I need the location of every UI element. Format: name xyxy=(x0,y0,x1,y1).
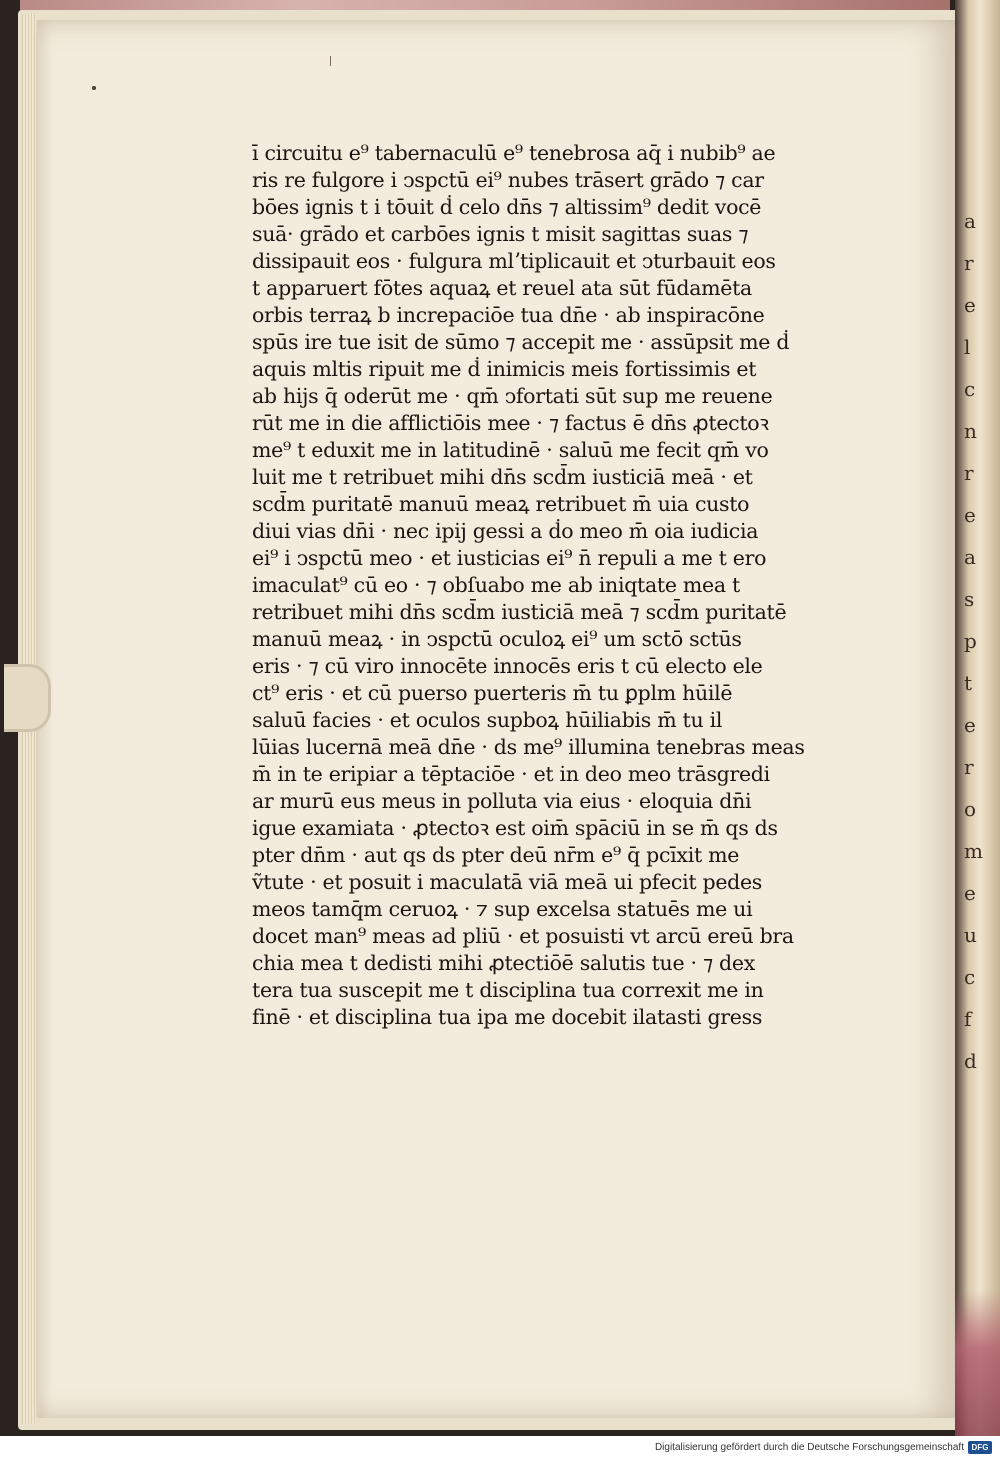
binding-right-bottom-cloth xyxy=(955,1290,1000,1436)
text-line: dissipauit eos · fulgura mlʼtiplicauit et ↄturbauit eos xyxy=(252,249,776,273)
text-line: ct⁹ eris · et cū puerso puerteris m̄ tu ꝑplm hūilē xyxy=(252,681,733,705)
dfg-logo-icon: DFG xyxy=(968,1441,992,1454)
facing-page-glyph: l xyxy=(964,335,971,359)
text-line: meos tamq̄m ceruoꝝ · ⁊ sup excelsa statuēs me ui xyxy=(252,897,753,921)
text-line: tera tua suscepit me t disciplina tua correxit me in xyxy=(252,978,764,1002)
facing-page-glyph: a xyxy=(964,545,976,569)
facing-page-glyph: n xyxy=(964,419,977,443)
funding-credit: Digitalisierung gefördert durch die Deutsche Forschungsgemeinschaft xyxy=(654,1442,964,1453)
facing-page-glyph: f xyxy=(964,1007,972,1031)
clasp-loop xyxy=(4,664,51,732)
text-line: chia mea t dedisti mihi ꝓtectiōē salutis tue · ⁊ dex xyxy=(252,951,755,975)
text-line: finē · et disciplina tua ipa me docebit ilatasti gress xyxy=(252,1005,763,1029)
facing-page-fragment xyxy=(964,200,1000,1100)
text-line: orbis terraꝝ b increpaciōe tua dn̄e · ab inspiracōne xyxy=(252,303,765,327)
facing-page-glyph: r xyxy=(964,755,974,779)
facing-page-glyph: r xyxy=(964,251,974,275)
text-line: spūs ire tue isit de sūmo ⁊ accepit me · assūpsit me ḋ xyxy=(252,330,790,354)
facing-page-glyph: e xyxy=(964,881,976,905)
facing-page-glyph: p xyxy=(964,629,977,653)
text-line: ab hijs q̄ oderūt me · qm̄ ↄfortati sūt sup me reuene xyxy=(252,384,773,408)
facing-page-glyph: e xyxy=(964,503,976,527)
text-line: luit me t retribuet mihi dn̄s scd̄m iusticiā meā · et xyxy=(252,465,753,489)
text-line: ṽtute · et posuit i maculatā viā meā ui pfecit pedes xyxy=(252,870,763,894)
facing-page-glyph: u xyxy=(964,923,977,947)
text-line: ar murū eus meus in polluta via eius · eloquia dn̄i xyxy=(252,789,752,813)
text-line: suā· grādo et carbōes ignis t misit sagittas suas ⁊ xyxy=(252,222,749,246)
facing-page-glyph: c xyxy=(964,377,976,401)
text-line: manuū meaꝝ · in ↄspctū oculoꝝ ei⁹ um sctō sctūs xyxy=(252,627,742,651)
text-line: diui vias dn̄i · nec ipij gessi a ḋo meo m̄ oia iudicia xyxy=(252,519,759,543)
text-line: bōes ignis t i tōuit ḋ celo dn̄s ⁊ altissim⁹ dedit vocē xyxy=(252,195,762,219)
facing-page-glyph: d xyxy=(964,1049,977,1073)
text-line: ris re fulgore i ↄspctū ei⁹ nubes trāsert grādo ⁊ car xyxy=(252,168,764,192)
text-line: lūias lucernā meā dn̄e · ds me⁹ illumina tenebras meas xyxy=(252,735,805,759)
facing-page-glyph: s xyxy=(964,587,975,611)
ink-dot-mark xyxy=(92,86,96,90)
text-line: eris · ⁊ cū viro innocēte innocēs eris t cū electo ele xyxy=(252,654,763,678)
text-line: imaculat⁹ cū eo · ⁊ obſuabo me ab iniqtate mea t xyxy=(252,573,740,597)
text-line: pter dn̄m · aut qs ds pter deū nr̄m e⁹ q̄ pcīxit me xyxy=(252,843,740,867)
text-line: m̄ in te eripiar a tēptaciōe · et in deo meo trāsgredi xyxy=(252,762,770,786)
footer-bar xyxy=(0,1436,1000,1460)
text-line: scd̄m puritatē manuū meaꝝ retribuet m̄ uia custo xyxy=(252,492,750,516)
text-line: me⁹ t eduxit me in latitudinē · saluū me fecit qm̄ vo xyxy=(252,438,769,462)
text-line: ei⁹ i ↄspctū meo · et iusticias ei⁹ n̄ repuli a me t ero xyxy=(252,546,767,570)
text-line: t apparuert fōtes aquaꝝ et reuel ata sūt fūdamēta xyxy=(252,276,752,300)
incunable-text-block xyxy=(252,140,874,1031)
text-line: ī circuitu e⁹ tabernaculū e⁹ tenebrosa aq̄ i nubib⁹ ae xyxy=(252,141,776,165)
text-line: saluū facies · et oculos supboꝝ hūiliabis m̄ tu il xyxy=(252,708,723,732)
text-line: docet man⁹ meas ad pliū · et posuisti vt arcū ereū bra xyxy=(252,924,794,948)
text-line: rūt me in die afflictiōis mee · ⁊ factus ē dn̄s ꝓtectoꝛ xyxy=(252,411,769,435)
facing-page-glyph: c xyxy=(964,965,976,989)
facing-page-glyph: o xyxy=(964,797,977,821)
facing-page-glyph: m xyxy=(964,839,983,863)
facing-page-glyph: a xyxy=(964,209,976,233)
facing-page-glyph: e xyxy=(964,293,976,317)
facing-page-glyph: r xyxy=(964,461,974,485)
facing-page-glyph: t xyxy=(964,671,973,695)
text-line: igue examiata · ꝓtectoꝛ est oim̄ spāciū in se m̄ qs ds xyxy=(252,816,778,840)
pin-mark xyxy=(330,56,331,66)
text-line: retribuet mihi dn̄s scd̄m iusticiā meā ⁊ scd̄m puritatē xyxy=(252,600,787,624)
text-line: aquis mltis ripuit me ḋ inimicis meis fortissimis et xyxy=(252,357,757,381)
facing-page-glyph: e xyxy=(964,713,976,737)
